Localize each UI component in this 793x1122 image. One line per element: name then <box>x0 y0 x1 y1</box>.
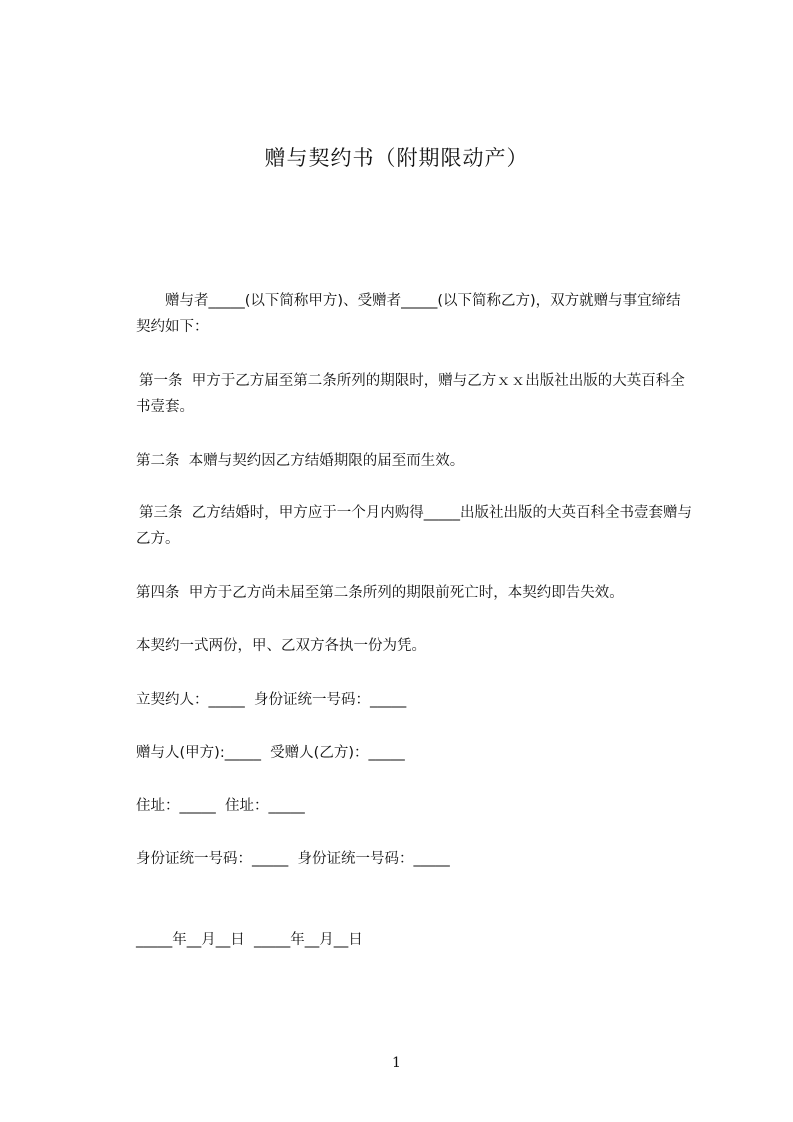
document-title: 赠与契约书（附期限动产） <box>264 146 529 170</box>
signatory-line: 立契约人：_____ 身份证统一号码：_____ <box>136 692 407 708</box>
page-number: 1 <box>392 1055 401 1071</box>
date-line: _____年__月__日 _____年__月__日 <box>136 932 363 948</box>
article-4-paragraph: 第四条 甲方于乙方尚未届至第二条所列的期限前死亡时，本契约即告失效。 <box>136 585 624 601</box>
preamble-paragraph: 赠与者_____(以下简称甲方)、受赠者_____(以下简称乙方)，双方就赠与事宜缔结契约如下： <box>136 293 681 335</box>
copies-clause: 本契约一式两份，甲、乙双方各执一份为凭。 <box>136 638 426 654</box>
article-3-paragraph: 第三条 乙方结婚时，甲方应于一个月内购得_____出版社出版的大英百科全书壹套赠与乙方。 <box>136 505 692 547</box>
article-2-paragraph: 第二条 本赠与契约因乙方结婚期限的届至而生效。 <box>136 453 465 469</box>
address-line: 住址：_____ 住址：_____ <box>136 798 305 814</box>
article-1-paragraph: 第一条 甲方于乙方届至第二条所列的期限时，赠与乙方ｘｘ出版社出版的大英百科全书壹套。 <box>136 373 685 415</box>
id-number-line: 身份证统一号码：_____ 身份证统一号码：_____ <box>136 851 450 867</box>
donor-donee-line: 赠与人(甲方):_____ 受赠人(乙方)：_____ <box>136 745 405 761</box>
